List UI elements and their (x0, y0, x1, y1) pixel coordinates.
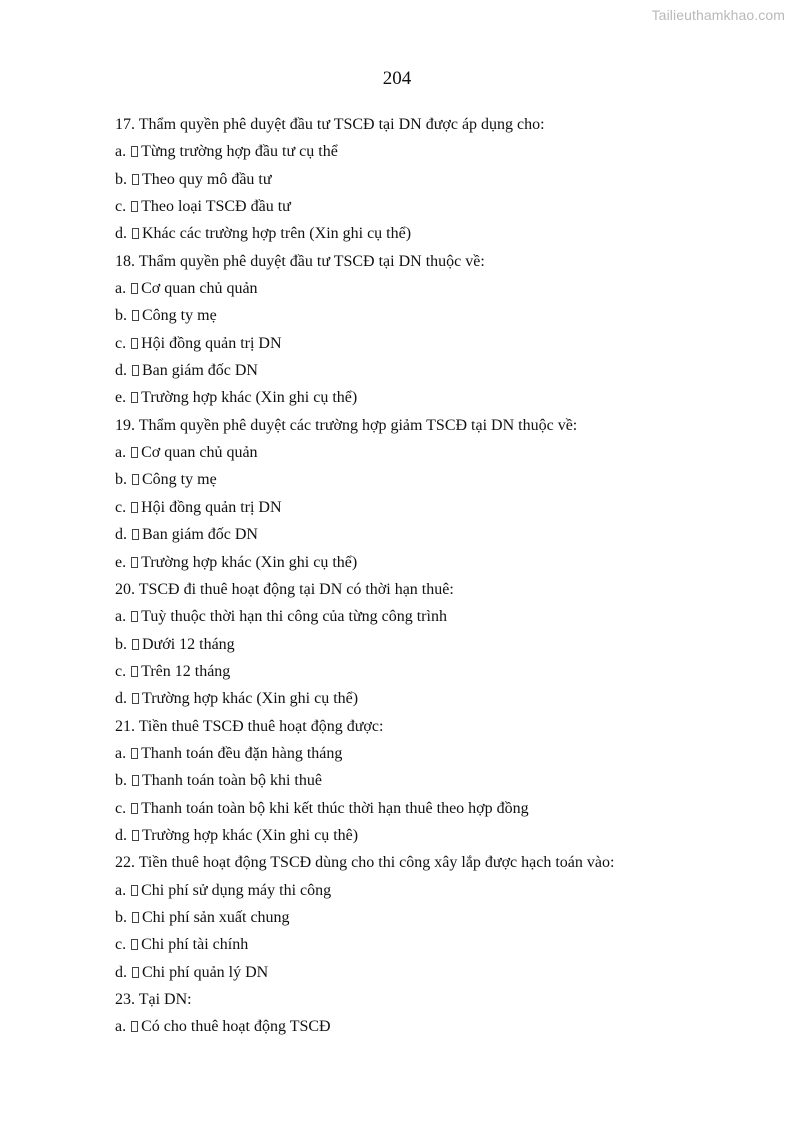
checkbox-empty-icon[interactable] (131, 338, 138, 349)
option-text: Công ty mẹ (142, 307, 217, 325)
option-text: Chi phí sản xuất chung (142, 908, 290, 926)
question-text: 18. Thẩm quyền phê duyệt đầu tư TSCĐ tại DN thuộc về: (115, 252, 485, 270)
answer-option (115, 551, 735, 578)
option-letter: b. (115, 307, 127, 325)
checkbox-empty-icon[interactable] (131, 392, 138, 403)
option-letter: a. (115, 744, 127, 762)
option-text: Trường hợp khác (Xin ghi cụ thể) (141, 389, 358, 407)
answer-option (115, 222, 735, 249)
checkbox-empty-icon[interactable] (132, 228, 139, 239)
option-text: Trên 12 tháng (141, 662, 231, 680)
checkbox-empty-icon[interactable] (131, 939, 138, 950)
checkbox-empty-icon[interactable] (132, 474, 139, 485)
checkbox-empty-icon[interactable] (131, 447, 138, 458)
option-text: Trường hợp khác (Xin ghi cụ thê) (142, 826, 359, 844)
option-text: Có cho thuê hoạt động TSCĐ (141, 1018, 331, 1036)
answer-option (115, 742, 735, 769)
option-text: Cơ quan chủ quản (141, 280, 258, 298)
option-text: Thanh toán toàn bộ khi kết thúc thời hạn thuê theo hợp đồng (141, 799, 529, 817)
checkbox-empty-icon[interactable] (132, 775, 139, 786)
option-letter: a. (115, 280, 127, 298)
checkbox-empty-icon[interactable] (131, 283, 138, 294)
option-letter: c. (115, 936, 127, 954)
option-text: Chi phí sử dụng máy thi công (141, 881, 332, 899)
option-text: Chi phí quản lý DN (142, 963, 269, 981)
checkbox-empty-icon[interactable] (132, 693, 139, 704)
checkbox-empty-icon[interactable] (131, 748, 138, 759)
option-text: Dưới 12 tháng (142, 635, 235, 653)
option-letter: d. (115, 362, 127, 380)
question-text: 21. Tiền thuê TSCĐ thuê hoạt động được: (115, 717, 384, 735)
checkbox-empty-icon[interactable] (131, 557, 138, 568)
option-letter: d. (115, 690, 127, 708)
option-letter: e. (115, 389, 127, 407)
checkbox-empty-icon[interactable] (132, 310, 139, 321)
checkbox-empty-icon[interactable] (131, 611, 138, 622)
answer-option (115, 797, 735, 824)
option-letter: c. (115, 662, 127, 680)
answer-option (115, 304, 735, 331)
option-letter: a. (115, 1018, 127, 1036)
option-text: Khác các trường hợp trên (Xin ghi cụ thể) (142, 225, 412, 243)
answer-option (115, 687, 735, 714)
checkbox-empty-icon[interactable] (132, 830, 139, 841)
answer-option (115, 961, 735, 988)
option-text: Trường hợp khác (Xin ghi cụ thể) (141, 553, 358, 571)
answer-option (115, 933, 735, 960)
option-text: Thanh toán đều đặn hàng tháng (141, 744, 343, 762)
answer-option (115, 633, 735, 660)
answer-option (115, 824, 735, 851)
option-text: Theo quy mô đầu tư (142, 170, 272, 188)
option-text: Thanh toán toàn bộ khi thuê (142, 772, 322, 790)
option-text: Hội đồng quản trị DN (141, 334, 282, 352)
option-text: Ban giám đốc DN (142, 526, 258, 544)
option-letter: c. (115, 334, 127, 352)
option-letter: e. (115, 553, 127, 571)
answer-option (115, 906, 735, 933)
option-letter: d. (115, 826, 127, 844)
question-text: 22. Tiền thuê hoạt động TSCĐ dùng cho thi công xây lắp được hạch toán vào: (115, 854, 615, 872)
checkbox-empty-icon[interactable] (131, 885, 138, 896)
answer-option (115, 1015, 735, 1042)
option-letter: d. (115, 963, 127, 981)
watermark: Tailieuthamkhao.com (651, 7, 785, 23)
checkbox-empty-icon[interactable] (132, 912, 139, 923)
option-letter: b. (115, 772, 127, 790)
option-letter: b. (115, 635, 127, 653)
answer-option (115, 386, 735, 413)
answer-option (115, 769, 735, 796)
checkbox-empty-icon[interactable] (132, 365, 139, 376)
option-text: Ban giám đốc DN (142, 362, 258, 380)
answer-option (115, 496, 735, 523)
option-letter: c. (115, 799, 127, 817)
checkbox-empty-icon[interactable] (132, 639, 139, 650)
checkbox-empty-icon[interactable] (131, 201, 138, 212)
answer-option (115, 140, 735, 167)
checkbox-empty-icon[interactable] (131, 1021, 138, 1032)
option-letter: c. (115, 198, 127, 216)
option-text: Hội đồng quản trị DN (141, 498, 282, 516)
question-text: 17. Thẩm quyền phê duyệt đầu tư TSCĐ tại DN được áp dụng cho: (115, 116, 545, 133)
answer-option (115, 168, 735, 195)
checkbox-empty-icon[interactable] (132, 174, 139, 185)
question-text: 19. Thẩm quyền phê duyệt các trường hợp giảm TSCĐ tại DN thuộc về: (115, 416, 578, 434)
option-letter: b. (115, 471, 127, 489)
option-letter: a. (115, 143, 127, 161)
option-letter: a. (115, 608, 127, 626)
answer-option (115, 277, 735, 304)
option-letter: a. (115, 444, 127, 462)
option-text: Cơ quan chủ quản (141, 444, 258, 462)
checkbox-empty-icon[interactable] (132, 529, 139, 540)
answer-option (115, 468, 735, 495)
option-text: Công ty mẹ (142, 471, 217, 489)
option-text: Từng trường hợp đầu tư cụ thể (141, 143, 338, 161)
answer-option (115, 359, 735, 386)
checkbox-empty-icon[interactable] (131, 666, 138, 677)
answer-option (115, 195, 735, 222)
survey-questions (115, 113, 735, 1043)
answer-option (115, 523, 735, 550)
option-letter: c. (115, 498, 127, 516)
option-letter: d. (115, 225, 127, 243)
answer-option (115, 879, 735, 906)
option-letter: b. (115, 908, 127, 926)
checkbox-empty-icon[interactable] (131, 803, 138, 814)
option-text: Theo loại TSCĐ đầu tư (141, 198, 291, 216)
option-text: Tuỳ thuộc thời hạn thi công của từng công trình (141, 608, 447, 626)
checkbox-empty-icon[interactable] (132, 967, 139, 978)
option-letter: a. (115, 881, 127, 899)
checkbox-empty-icon[interactable] (131, 502, 138, 513)
page-number: 204 (382, 68, 412, 89)
question-text: 23. Tại DN: (115, 991, 192, 1008)
answer-option (115, 605, 735, 632)
question-text: 20. TSCĐ đi thuê hoạt động tại DN có thời hạn thuê: (115, 580, 454, 598)
option-text: Chi phí tài chính (141, 936, 249, 954)
checkbox-empty-icon[interactable] (131, 146, 138, 157)
option-letter: d. (115, 526, 127, 544)
option-letter: b. (115, 170, 127, 188)
answer-option (115, 441, 735, 468)
option-text: Trường hợp khác (Xin ghi cụ thể) (142, 690, 359, 708)
answer-option (115, 660, 735, 687)
answer-option (115, 332, 735, 359)
